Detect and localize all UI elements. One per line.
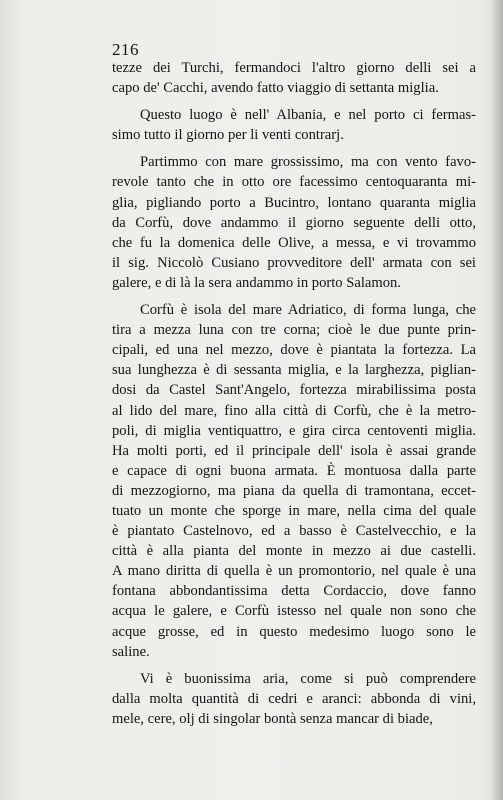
text-line: simo tutto il giorno per li venti contrarj.: [112, 127, 344, 144]
text-line: è piantato Castelnovo, ed a basso è Castelvecchio, e la: [112, 523, 476, 540]
text-line: Vi è buonissima aria, come si può comprendere: [140, 670, 476, 687]
text-line: e capace di ogni buona armata. È montuosa dalla parte: [112, 462, 476, 479]
text-line: da Corfù, dove andammo il giorno seguente delli otto,: [112, 214, 476, 231]
page-number: 216: [112, 40, 139, 59]
body-text: [112, 58, 476, 736]
paragraph: [112, 58, 476, 98]
text-line: acqua le galere, e Corfù istesso nel quale non sono che: [112, 603, 476, 620]
text-line: poli, di miglia ventiquattro, e gira circa centoventi miglia.: [112, 422, 476, 439]
text-line: Questo luogo è nell' Albania, e nel porto ci fermas-: [140, 107, 476, 124]
paragraph: [112, 152, 476, 293]
page-spine-shadow: [491, 0, 503, 800]
text-line: saline.: [112, 643, 150, 660]
text-line: tezze dei Turchi, fermandoci l'altro giorno delli sei a: [112, 60, 476, 76]
text-line: al lido del mare, fino alla città di Corfù, che è la metro-: [112, 402, 476, 419]
text-line: acque grosse, ed in questo medesimo luogo sono le: [112, 623, 476, 640]
text-line: tira a mezza luna con tre corna; cioè le due punte prin-: [112, 322, 476, 339]
text-line: A mano diritta di quella è un promontorio, nel quale è una: [112, 563, 476, 580]
paragraph: [112, 105, 476, 145]
paragraph: [112, 669, 476, 729]
text-line: revole tanto che in otto ore facessimo centoquaranta mi-: [112, 174, 476, 191]
text-line: cipali, ed una nel mezzo, dove è piantata la fortezza. La: [112, 342, 476, 359]
text-line: tuato un monte che sporge in mare, nella cima del quale: [112, 502, 476, 519]
text-line: dalla molta quantità di cedri e aranci: abbonda di vini,: [112, 690, 476, 707]
text-line: dosi da Castel Sant'Angelo, fortezza mirabilissima posta: [112, 382, 476, 399]
text-line: Ha molti porti, ed il principale dell' isola è assai grande: [112, 442, 476, 459]
text-line: Partimmo con mare grossissimo, ma con vento favo-: [140, 154, 476, 171]
text-line: mele, cere, olj di singolar bontà senza mancar di biade,: [112, 710, 433, 727]
text-line: capo de' Cacchi, avendo fatto viaggio di settanta miglia.: [112, 80, 439, 97]
text-line: sua lunghezza è di sessanta miglia, e la larghezza, piglian-: [112, 362, 476, 379]
text-line: che fu la domenica delle Olive, a messa, e vi trovammo: [112, 234, 476, 251]
text-line: Corfù è isola del mare Adriatico, di forma lunga, che: [140, 302, 476, 319]
text-line: fontana abbondantissima detta Cordaccio, dove fanno: [112, 583, 476, 600]
text-line: di mezzogiorno, ma piana da quella di tramontana, eccet-: [112, 482, 476, 499]
text-line: città è alla pianta del monte in mezzo ai due castelli.: [112, 543, 476, 560]
text-line: il sig. Niccolò Cusiano provveditore dell' armata con sei: [112, 254, 476, 271]
text-line: galere, e di là la sera andammo in porto Salamon.: [112, 274, 401, 291]
text-line: glia, pigliando porto a Bucintro, lontano quaranta miglia: [112, 194, 476, 211]
paragraph: [112, 300, 476, 662]
